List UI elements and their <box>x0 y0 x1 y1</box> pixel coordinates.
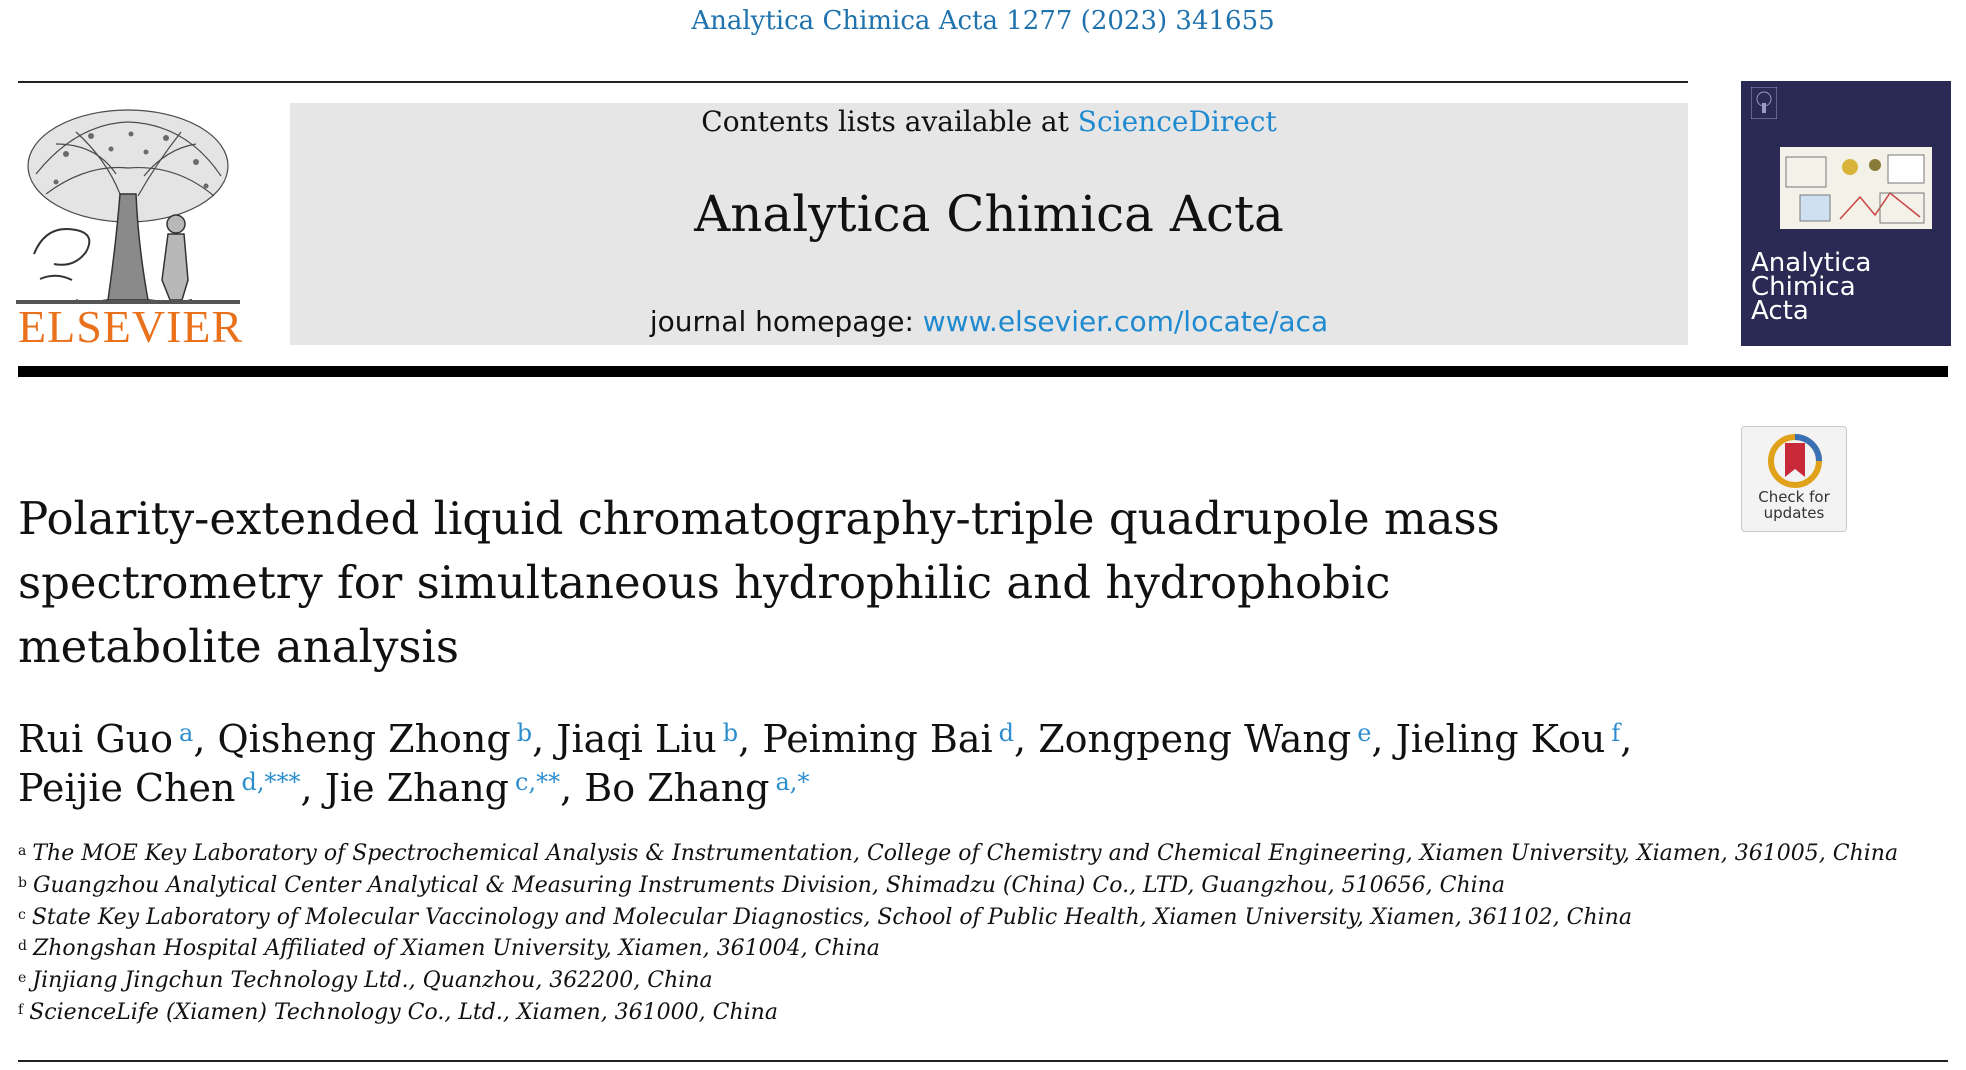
affiliation-item <box>18 933 1738 965</box>
affiliation-text: State Key Laboratory of Molecular Vaccinology and Molecular Diagnostics, School of Public Health, Xiamen University, Xiamen, 361102, China <box>31 904 1632 930</box>
author-item <box>556 717 750 761</box>
journal-name: Analytica Chimica Acta <box>694 185 1284 243</box>
author-item <box>584 766 809 810</box>
author-item <box>325 766 572 810</box>
author-item <box>218 717 545 761</box>
check-for-updates-label: Check for updates <box>1758 488 1830 522</box>
affiliation-label: c <box>18 906 26 923</box>
author-list <box>18 715 1718 813</box>
author-affiliation-mark[interactable]: e <box>1357 719 1372 747</box>
sciencedirect-link[interactable]: ScienceDirect <box>1077 105 1277 138</box>
journal-citation[interactable]: Analytica Chimica Acta 1277 (2023) 341655 <box>691 6 1275 36</box>
author-separator: , <box>1014 717 1027 761</box>
author-separator: , <box>300 766 313 810</box>
contents-line <box>290 103 1688 139</box>
author-separator: , <box>560 766 573 810</box>
author-separator: , <box>1371 717 1384 761</box>
header-top-rule <box>18 81 1688 83</box>
elsevier-wordmark[interactable]: ELSEVIER <box>18 301 244 352</box>
author-affiliation-mark[interactable]: f <box>1611 719 1621 747</box>
author-affiliation-mark[interactable]: b <box>516 719 533 747</box>
author-separator: , <box>1620 717 1633 761</box>
article-title-line: Polarity-extended liquid chromatography-triple quadrupole mass <box>18 492 1500 545</box>
journal-cover-image[interactable] <box>1741 81 1951 346</box>
author-affiliation-mark[interactable]: c,** <box>515 768 561 796</box>
author-separator: , <box>532 717 545 761</box>
homepage-line <box>290 305 1688 338</box>
author-affiliation-mark[interactable]: d <box>998 719 1015 747</box>
author-name[interactable]: Rui Guo <box>18 717 174 761</box>
author-name[interactable]: Jie Zhang <box>324 766 510 810</box>
author-name[interactable]: Bo Zhang <box>584 766 770 810</box>
affiliation-text: Zhongshan Hospital Affiliated of Xiamen University, Xiamen, 361004, China <box>32 936 880 962</box>
author-name[interactable]: Jieling Kou <box>1395 717 1606 761</box>
author-name[interactable]: Jiaqi Liu <box>556 717 717 761</box>
affiliation-item <box>18 870 1738 902</box>
affiliation-label: d <box>18 938 27 955</box>
check-for-updates-button[interactable] <box>1741 426 1847 532</box>
affiliation-list <box>18 838 1899 1029</box>
author-item <box>1396 717 1633 761</box>
affiliation-item <box>18 965 1738 997</box>
author-name[interactable]: Zongpeng Wang <box>1038 717 1352 761</box>
footer-rule <box>18 1060 1948 1062</box>
bookmark-ribbon-icon <box>1767 433 1823 489</box>
affiliation-text: ScienceLife (Xiamen) Technology Co., Ltd., Xiamen, 361000, China <box>29 999 778 1025</box>
cover-journal-title: Analytica Chimica Acta <box>1751 248 1872 326</box>
article-title-line: spectrometry for simultaneous hydrophilic and hydrophobic <box>18 556 1391 609</box>
author-separator: , <box>738 717 751 761</box>
homepage-prefix: journal homepage: <box>649 305 923 338</box>
journal-header-box <box>290 103 1688 345</box>
header-bottom-thick-rule <box>18 366 1948 377</box>
author-item <box>1038 717 1383 761</box>
contents-prefix: Contents lists available at <box>701 105 1078 138</box>
affiliation-text: Jinjiang Jingchun Technology Ltd., Quanzhou, 362200, China <box>32 968 713 994</box>
article-title <box>18 487 1678 679</box>
author-item <box>18 717 205 761</box>
affiliation-item <box>18 997 1738 1029</box>
elsevier-mini-logo-icon <box>1751 87 1777 119</box>
author-item <box>762 717 1026 761</box>
author-affiliation-mark[interactable]: a <box>179 719 194 747</box>
affiliation-text: The MOE Key Laboratory of Spectrochemical Analysis & Instrumentation, College of Chemistry and Chemical Engineering, Xiamen University, Xiamen, 361005, China <box>32 841 1899 866</box>
author-affiliation-mark[interactable]: a,* <box>775 768 810 796</box>
affiliation-label: b <box>18 874 27 891</box>
cover-graphical-abstract <box>1780 147 1932 229</box>
author-affiliation-mark[interactable]: d,*** <box>241 768 301 796</box>
author-item <box>18 766 313 810</box>
affiliation-item <box>18 838 1899 870</box>
journal-homepage-link[interactable]: www.elsevier.com/locate/aca <box>922 305 1329 338</box>
affiliation-label: f <box>18 1001 24 1018</box>
article-title-line: metabolite analysis <box>18 620 459 673</box>
affiliation-label: e <box>18 970 27 987</box>
affiliation-text: Guangzhou Analytical Center Analytical & Measuring Instruments Division, Shimadzu (China) Co., LTD, Guangzhou, 510656, China <box>32 872 1505 898</box>
author-separator: , <box>193 717 206 761</box>
author-name[interactable]: Peiming Bai <box>762 717 993 761</box>
author-name[interactable]: Qisheng Zhong <box>217 717 511 761</box>
affiliation-item <box>18 902 1738 934</box>
affiliation-label: a <box>18 843 27 859</box>
author-name[interactable]: Peijie Chen <box>18 766 236 810</box>
author-affiliation-mark[interactable]: b <box>722 719 739 747</box>
